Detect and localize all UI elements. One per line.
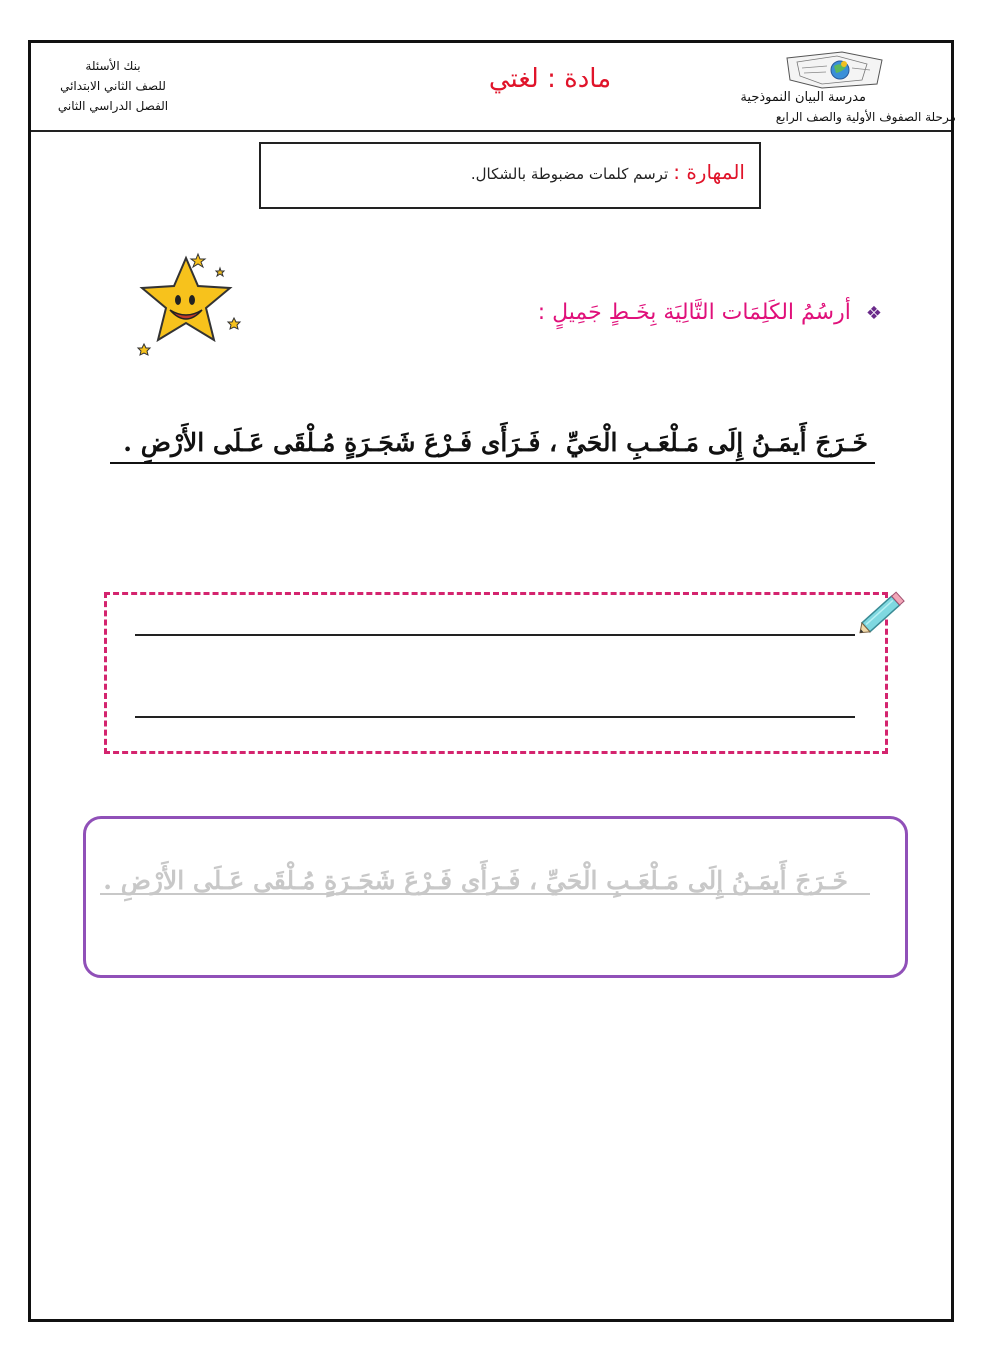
instruction (538, 300, 882, 325)
trace-sentence: خَـرَجَ أَيمَـنُ إِلَى مَـلْعَـبِ الْحَيِّ ، فَـرَأَى فَـرْعَ شَجَـرَةٍ مُـلْقَى عَـلَى الأَرْضِ . (103, 866, 848, 895)
writing-area[interactable] (104, 592, 888, 754)
semester-label: الفصل الدراسي الثاني (57, 99, 169, 113)
diamond-bullet-icon: ❖ (865, 303, 882, 324)
school-name: مدرسة البيان النموذجية (740, 90, 866, 105)
pencil-icon (852, 582, 914, 642)
model-sentence-underline (110, 462, 875, 464)
school-logo (782, 50, 902, 90)
writing-line[interactable] (135, 716, 855, 718)
header-divider (31, 130, 951, 132)
model-sentence: خَـرَجَ أَيمَـنُ إِلَى مَـلْعَـبِ الْحَيِّ ، فَـرَأَى فَـرْعَ شَجَـرَةٍ مُـلْقَى عَـلَى الأَرْضِ . (123, 428, 868, 457)
grade-label: للصف الثاني الابتدائي (60, 79, 166, 93)
skill-box (259, 142, 761, 209)
instruction-text: أرسُمُ الكَلِمَات التَّالِيَة بِخَـطٍ جَمِيلٍ : (537, 300, 851, 325)
skill-label: المهارة : (673, 160, 745, 184)
tracing-area[interactable] (83, 816, 908, 978)
trace-sentence-underline (100, 893, 870, 895)
worksheet-info (48, 56, 178, 116)
school-stage: مرحلة الصفوف الأولية والصف الرابع (775, 110, 956, 124)
skill-text: ترسم كلمات مضبوطة بالشكال. (470, 165, 669, 183)
smiling-star-icon (134, 248, 242, 366)
question-bank-label: بنك الأسئلة (85, 59, 141, 73)
writing-line[interactable] (135, 634, 855, 636)
subject-title: مادة : لغتي (488, 64, 612, 94)
